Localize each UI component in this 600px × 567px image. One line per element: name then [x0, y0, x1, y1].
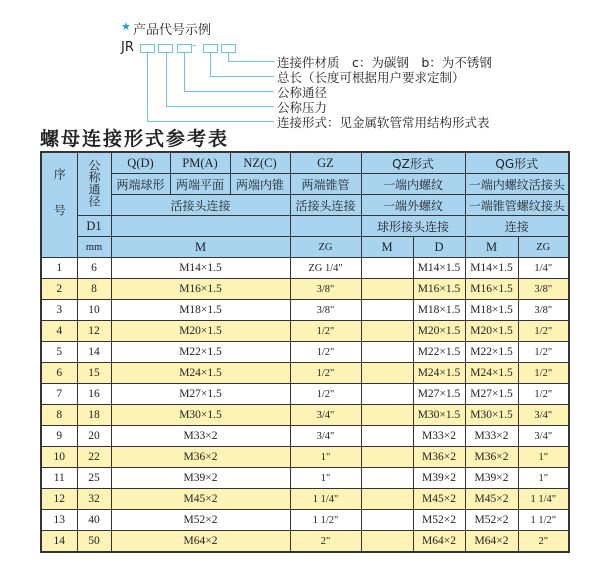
cell-thread-m: M39×2 [111, 468, 290, 489]
header-qz: QZ形式 [361, 152, 465, 174]
header-qg-zg: ZG [518, 237, 569, 258]
header-gz: GZ [290, 152, 361, 174]
header-qg-desc2: 一端锥管螺纹接头 [465, 195, 569, 216]
header-nz: NZ(C) [230, 152, 290, 174]
cell-gz-zg: 1/2" [290, 363, 361, 384]
cell-dn: 25 [77, 468, 111, 489]
cell-seq: 7 [41, 384, 77, 405]
cell-dn: 14 [77, 342, 111, 363]
cell-qg-zg: 1/2" [518, 321, 569, 342]
cell-qz-m [361, 342, 413, 363]
header-q-desc: 两端球形 [111, 174, 170, 195]
cell-qz-d: M27×1.5 [413, 384, 465, 405]
cell-qg-m: M27×1.5 [465, 384, 518, 405]
cell-qz-m [361, 531, 413, 553]
leader-line [147, 121, 274, 122]
cell-seq: 6 [41, 363, 77, 384]
cell-qz-m [361, 489, 413, 510]
cell-qz-d: M36×2 [413, 447, 465, 468]
code-dash: - [192, 38, 197, 52]
cell-qg-m: M52×2 [465, 510, 518, 531]
cell-dn: 40 [77, 510, 111, 531]
note-connection: 连接形式：见金属软管常用结构形式表 [277, 115, 490, 130]
code-prefix: JR [121, 40, 134, 55]
header-qg-desc3: 连接 [465, 216, 569, 237]
cell-gz-zg: 3/4" [290, 405, 361, 426]
cell-qg-zg: 1/2" [518, 342, 569, 363]
cell-qz-m [361, 468, 413, 489]
cell-qg-zg: 1 1/4" [518, 489, 569, 510]
cell-qz-d: M45×2 [413, 489, 465, 510]
cell-qz-d: M64×2 [413, 531, 465, 553]
cell-qz-m [361, 426, 413, 447]
cell-thread-m: M22×1.5 [111, 342, 290, 363]
note-length: 总长（长度可根据用户要求定制） [277, 70, 465, 85]
nut-connection-table [40, 151, 570, 553]
cell-qz-d: M22×1.5 [413, 342, 465, 363]
cell-qz-m [361, 279, 413, 300]
code-box-diameter [177, 44, 192, 53]
leader-line [210, 76, 274, 77]
cell-qz-m [361, 363, 413, 384]
cell-gz-zg: 2" [290, 531, 361, 553]
table-row [41, 531, 569, 553]
cell-qg-zg: 1/2" [518, 363, 569, 384]
cell-qg-zg: 1 1/2" [518, 510, 569, 531]
table-row [41, 321, 569, 342]
table-body [41, 258, 569, 553]
cell-gz-zg: 1" [290, 447, 361, 468]
code-box-pressure [158, 44, 173, 53]
cell-seq: 4 [41, 321, 77, 342]
cell-qg-zg: 3/8" [518, 300, 569, 321]
cell-dn: 12 [77, 321, 111, 342]
header-pm-desc: 两端平面 [170, 174, 230, 195]
cell-qg-m: M24×1.5 [465, 363, 518, 384]
header-nz-desc: 两端内锥 [230, 174, 290, 195]
table-row [41, 468, 569, 489]
cell-gz-zg: 1 1/4" [290, 489, 361, 510]
cell-qg-m: M22×1.5 [465, 342, 518, 363]
header-union: 活接头连接 [111, 195, 290, 216]
cell-thread-m: M18×1.5 [111, 300, 290, 321]
cell-gz-zg: ZG 1/4" [290, 258, 361, 279]
cell-qz-m [361, 447, 413, 468]
cell-dn: 22 [77, 447, 111, 468]
cell-qz-d: M18×1.5 [413, 300, 465, 321]
header-zg: ZG [290, 237, 361, 258]
cell-qg-m: M64×2 [465, 531, 518, 553]
cell-seq: 2 [41, 279, 77, 300]
cell-qg-zg: 2" [518, 531, 569, 553]
header-qz-desc2: 一端外螺纹 [361, 195, 465, 216]
cell-seq: 12 [41, 489, 77, 510]
cell-thread-m: M16×1.5 [111, 279, 290, 300]
cell-qg-zg: 3/8" [518, 279, 569, 300]
cell-thread-m: M45×2 [111, 489, 290, 510]
table-row [41, 258, 569, 279]
cell-seq: 8 [41, 405, 77, 426]
cell-qz-m [361, 300, 413, 321]
table-row [41, 384, 569, 405]
cell-dn: 15 [77, 363, 111, 384]
cell-dn: 18 [77, 405, 111, 426]
cell-seq: 1 [41, 258, 77, 279]
cell-qz-d: M30×1.5 [413, 405, 465, 426]
header-q: Q(D) [111, 152, 170, 174]
cell-qz-d: M39×2 [413, 468, 465, 489]
cell-seq: 3 [41, 300, 77, 321]
cell-qz-d: M16×1.5 [413, 279, 465, 300]
table-row [41, 447, 569, 468]
table-row [41, 300, 569, 321]
cell-qz-d: M20×1.5 [413, 321, 465, 342]
note-material: 连接件材质 c：为碳钢 b：为不锈钢 [277, 55, 492, 70]
cell-seq: 11 [41, 468, 77, 489]
cell-gz-zg: 1/2" [290, 384, 361, 405]
cell-seq: 14 [41, 531, 77, 553]
cell-qz-d: M24×1.5 [413, 363, 465, 384]
cell-qz-d: M14×1.5 [413, 258, 465, 279]
leader-line [184, 91, 274, 92]
header-m: M [111, 237, 290, 258]
header-gz-union: 活接头连接 [290, 195, 361, 216]
leader-line [228, 53, 229, 61]
cell-dn: 50 [77, 531, 111, 553]
star-icon: ★ [121, 20, 131, 33]
leader-line [228, 61, 274, 62]
header-gz-desc: 两端锥管 [290, 174, 361, 195]
cell-seq: 5 [41, 342, 77, 363]
cell-qz-m [361, 384, 413, 405]
cell-dn: 6 [77, 258, 111, 279]
cell-gz-zg: 3/8" [290, 300, 361, 321]
cell-qz-m [361, 510, 413, 531]
leader-line [166, 106, 274, 107]
cell-dn: 20 [77, 426, 111, 447]
cell-thread-m: M33×2 [111, 426, 290, 447]
header-d1: D1 [77, 216, 111, 237]
cell-qg-m: M39×2 [465, 468, 518, 489]
cell-qg-zg: 1/2" [518, 384, 569, 405]
code-box-connection [140, 44, 155, 53]
cell-qg-m: M33×2 [465, 426, 518, 447]
header-mm: mm [77, 237, 111, 258]
table-row [41, 363, 569, 384]
header-qg-desc1: 一端内螺纹活接头 [465, 174, 569, 195]
cell-qz-d: M33×2 [413, 426, 465, 447]
table-row [41, 279, 569, 300]
cell-gz-zg: 3/8" [290, 279, 361, 300]
header-qg: QG形式 [465, 152, 569, 174]
header-dn: 公称通径 [77, 152, 111, 216]
cell-thread-m: M20×1.5 [111, 321, 290, 342]
table-title: 螺母连接形式参考表 [40, 128, 230, 150]
cell-qg-m: M20×1.5 [465, 321, 518, 342]
cell-qz-m [361, 321, 413, 342]
cell-seq: 9 [41, 426, 77, 447]
table-row [41, 342, 569, 363]
cell-seq: 13 [41, 510, 77, 531]
cell-thread-m: M27×1.5 [111, 384, 290, 405]
code-box-material [221, 44, 236, 53]
cell-qg-m: M14×1.5 [465, 258, 518, 279]
cell-gz-zg: 3/4" [290, 426, 361, 447]
cell-dn: 32 [77, 489, 111, 510]
cell-gz-zg: 1 1/2" [290, 510, 361, 531]
cell-dn: 16 [77, 384, 111, 405]
cell-dn: 10 [77, 300, 111, 321]
header-blank [111, 216, 290, 237]
table-row [41, 489, 569, 510]
cell-thread-m: M64×2 [111, 531, 290, 553]
leader-line [184, 53, 185, 91]
cell-qz-d: M52×2 [413, 510, 465, 531]
table-row [41, 405, 569, 426]
cell-qg-zg: 1" [518, 468, 569, 489]
leader-line [147, 53, 148, 121]
cell-qg-zg: 1" [518, 447, 569, 468]
header-qz-d: D [413, 237, 465, 258]
header-qz-desc3: 球形接头连接 [361, 216, 465, 237]
cell-thread-m: M14×1.5 [111, 258, 290, 279]
cell-thread-m: M30×1.5 [111, 405, 290, 426]
header-seq: 序号 [41, 152, 77, 258]
cell-qg-m: M45×2 [465, 489, 518, 510]
cell-thread-m: M52×2 [111, 510, 290, 531]
cell-gz-zg: 1/2" [290, 342, 361, 363]
cell-dn: 8 [77, 279, 111, 300]
leader-line [166, 53, 167, 106]
cell-qg-zg: 1/4" [518, 258, 569, 279]
cell-thread-m: M24×1.5 [111, 363, 290, 384]
cell-qg-zg: 3/4" [518, 426, 569, 447]
header-pm: PM(A) [170, 152, 230, 174]
table-row [41, 510, 569, 531]
cell-qg-m: M16×1.5 [465, 279, 518, 300]
header-qg-m: M [465, 237, 518, 258]
leader-line [210, 53, 211, 76]
cell-gz-zg: 1" [290, 468, 361, 489]
cell-qg-m: M36×2 [465, 447, 518, 468]
table-row [41, 426, 569, 447]
cell-qg-m: M18×1.5 [465, 300, 518, 321]
note-pressure: 公称压力 [277, 100, 328, 115]
cell-qg-m: M30×1.5 [465, 405, 518, 426]
code-box-length [203, 44, 218, 53]
header-qz-m: M [361, 237, 413, 258]
cell-qg-zg: 3/4" [518, 405, 569, 426]
note-diameter: 公称通径 [277, 85, 328, 100]
cell-qz-m [361, 405, 413, 426]
cell-gz-zg: 1/2" [290, 321, 361, 342]
code-example-heading: 产品代号示例 [133, 23, 212, 38]
cell-thread-m: M36×2 [111, 447, 290, 468]
header-qz-desc1: 一端内螺纹 [361, 174, 465, 195]
cell-qz-m [361, 258, 413, 279]
cell-seq: 10 [41, 447, 77, 468]
header-blank [290, 216, 361, 237]
